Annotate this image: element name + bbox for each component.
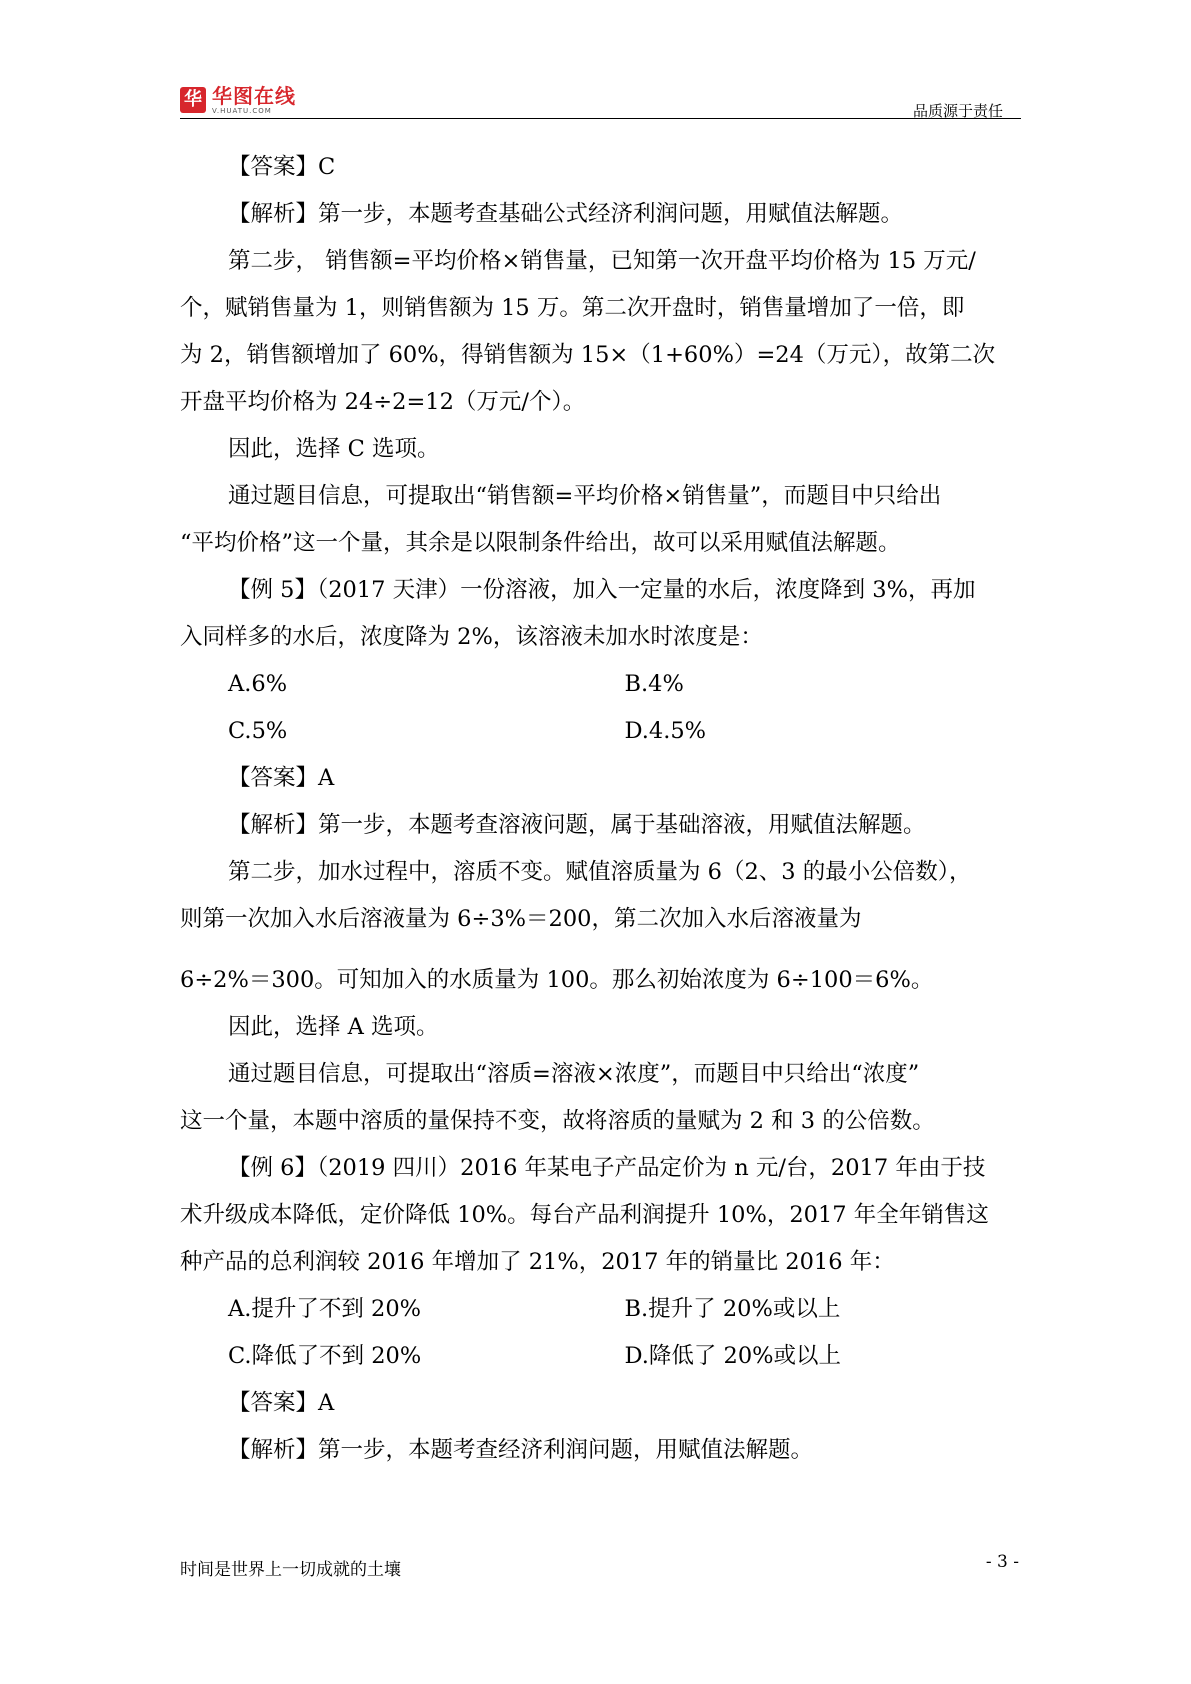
example-5-options — [180, 708, 1021, 755]
explanation-line: 这一个量，本题中溶质的量保持不变，故将溶质的量赋为 2 和 3 的公倍数。 — [180, 1108, 935, 1134]
example-6-options — [180, 1333, 1021, 1380]
explanation-line: 为 2，销售额增加了 60%，得销售额为 15×（1+60%）=24（万元），故第二次 — [180, 342, 996, 368]
header-slogan: 品质源于责任 — [912, 102, 1003, 120]
option-d: D.降低了 20%或以上 — [624, 1343, 842, 1369]
option-b: B.4% — [624, 671, 684, 697]
explanation-line: 因此，选择 A 选项。 — [228, 1014, 439, 1040]
explanation-line: 通过题目信息，可提取出“溶质=溶液×浓度”，而题目中只给出“浓度” — [228, 1061, 920, 1087]
example-5-options — [180, 661, 1021, 708]
page-number: - 3 - — [985, 1552, 1019, 1572]
answer-a: 【答案】A — [228, 765, 335, 791]
answer-c: 【答案】C — [228, 154, 336, 180]
explanation-line: 因此，选择 C 选项。 — [228, 436, 440, 462]
explanation-line: 第二步， 销售额=平均价格×销售量，已知第一次开盘平均价格为 15 万元/ — [228, 248, 976, 274]
answer-a: 【答案】A — [228, 1390, 335, 1416]
option-a: A.提升了不到 20% — [228, 1296, 422, 1322]
logo-name: 华图在线 — [212, 83, 296, 108]
header-divider — [180, 118, 1021, 119]
explanation-line: “平均价格”这一个量，其余是以限制条件给出，故可以采用赋值法解题。 — [180, 530, 901, 556]
explanation-line: 第二步，加水过程中，溶质不变。赋值溶质量为 6（2、3 的最小公倍数）， — [228, 859, 972, 885]
example-6-options — [180, 1286, 1021, 1333]
footer-motto: 时间是世界上一切成就的土壤 — [180, 1560, 401, 1580]
logo-url: V.HUATU.COM — [212, 106, 272, 115]
explanation-line: 通过题目信息，可提取出“销售额=平均价格×销售量”，而题目中只给出 — [228, 483, 942, 509]
option-c: C.5% — [228, 718, 288, 744]
option-a: A.6% — [228, 671, 288, 697]
explanation-line: 【解析】第一步，本题考查溶液问题，属于基础溶液，用赋值法解题。 — [228, 812, 926, 838]
example-6-question: 【例 6】（2019 四川）2016 年某电子产品定价为 n 元/台，2017 年由于技 — [228, 1155, 986, 1181]
explanation-line: 个，赋销售量为 1，则销售额为 15 万。第二次开盘时，销售量增加了一倍，即 — [180, 295, 965, 321]
option-d: D.4.5% — [624, 718, 707, 744]
option-c: C.降低了不到 20% — [228, 1343, 422, 1369]
explanation-line: 6÷2%＝300。可知加入的水质量为 100。那么初始浓度为 6÷100＝6%。 — [180, 967, 934, 993]
huatu-logo — [180, 82, 296, 118]
document-body — [180, 144, 1021, 1474]
example-5-question: 入同样多的水后，浓度降为 2%，该溶液未加水时浓度是： — [180, 624, 763, 650]
example-5-question: 【例 5】（2017 天津）一份溶液，加入一定量的水后，浓度降到 3%，再加 — [228, 577, 976, 603]
explanation-line: 【解析】第一步，本题考查经济利润问题，用赋值法解题。 — [228, 1437, 814, 1463]
example-6-question: 术升级成本降低，定价降低 10%。每台产品利润提升 10%，2017 年全年销售这 — [180, 1202, 989, 1228]
option-b: B.提升了 20%或以上 — [624, 1296, 841, 1322]
huatu-logo-icon: 华 — [180, 87, 206, 113]
explanation-line: 则第一次加入水后溶液量为 6÷3%＝200，第二次加入水后溶液量为 — [180, 906, 862, 932]
explanation-line: 【解析】第一步，本题考查基础公式经济利润问题，用赋值法解题。 — [228, 201, 904, 227]
page-header — [180, 82, 1021, 120]
example-6-question: 种产品的总利润较 2016 年增加了 21%，2017 年的销量比 2016 年： — [180, 1249, 895, 1275]
explanation-line: 开盘平均价格为 24÷2=12（万元/个）。 — [180, 389, 586, 415]
